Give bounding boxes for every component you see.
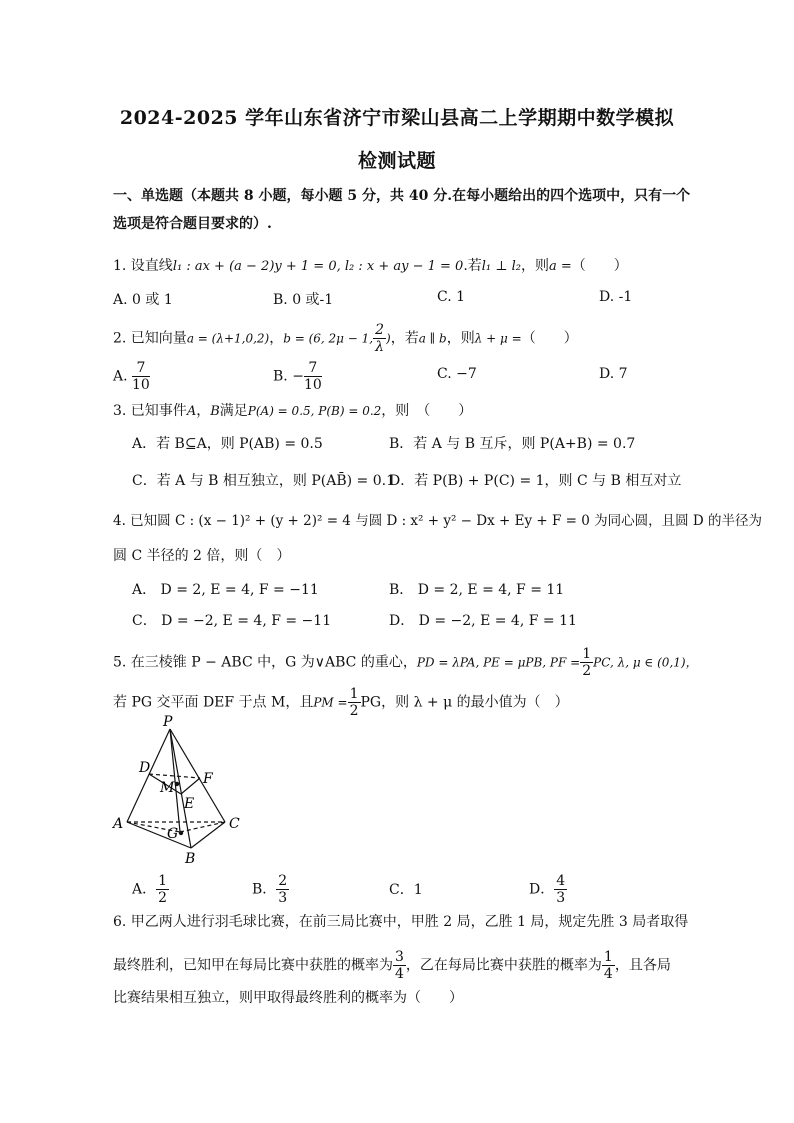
q5-option-b: B． $\frac{2}{3}$ <box>252 873 288 906</box>
q2-vector-b-fraction <box>373 322 386 355</box>
label-D: D <box>139 760 151 776</box>
label-C: C <box>229 816 240 832</box>
point-G <box>179 831 183 835</box>
q2-option-b: B. − $\frac{7}{10}$ <box>273 360 322 393</box>
question-5-line2: 若 PG 交平面 DEF 于点 M，且PM = $\frac{1}{2}$ PG，则 λ + μ 的最小值为（ ） <box>113 686 569 719</box>
label-E: E <box>184 796 195 812</box>
q2-option-a-fraction: $\frac{7}{10}$ <box>132 360 150 393</box>
q2-suffix: ，则 <box>446 330 475 347</box>
question-5-line1: 5. 在三棱锥 P − ABC 中，G 为∨ABC 的重心，PD = λPA, PE = μPB, PF = $\frac{1}{2}$ PC, λ, μ ∈ (0,1)， <box>113 646 698 679</box>
q4-option-b: B． D = 2, E = 4, F = 11 <box>389 582 565 598</box>
q2-option-b-fraction: $\frac{7}{10}$ <box>303 360 322 393</box>
q6-fraction-2: $\frac{1}{4}$ <box>603 949 613 982</box>
q6-fraction-1: $\frac{3}{4}$ <box>395 949 404 982</box>
question-1 <box>113 256 628 277</box>
q1-option-d: D. -1 <box>599 289 633 305</box>
section-header-line2: 选项是符合题目要求的）. <box>113 216 272 232</box>
q2-sep: ， <box>269 330 284 347</box>
q1-lines: l₁ : ax + (a − 2)y + 1 = 0, l₂ : x + ay − 1 = 0 <box>172 259 464 274</box>
q1-option-b: B. 0 或-1 <box>273 292 334 308</box>
q5-option-a: A． $\frac{1}{2}$ <box>132 873 168 906</box>
label-M: M <box>160 780 175 796</box>
label-F: F <box>203 771 213 787</box>
q2-vector-a: a = (λ+1,0,2) <box>186 331 270 346</box>
q4-option-d: D． D = −2, E = 4, F = 11 <box>389 613 577 629</box>
q1-option-a: A. 0 或 1 <box>113 292 173 308</box>
question-4-line1: 4. 已知圆 C : (x − 1)² + (y + 2)² = 4 与圆 D : x² + y² − Dx + Ey + F = 0 为同心圆，且圆 D 的半径为 <box>113 513 763 529</box>
q1-paren: （ ） <box>571 258 628 274</box>
label-B: B <box>185 851 196 867</box>
q1-prefix: 1. 设直线 <box>113 258 173 274</box>
q1-suffix: ，则 <box>521 258 549 274</box>
q5-option-d: D． $\frac{4}{3}$ <box>529 873 566 906</box>
q5-option-c: C．1 <box>389 882 423 898</box>
question-3: 3. 已知事件A，B满足P(A) = 0.5, P(B) = 0.2，则 （ ） <box>113 403 473 419</box>
question-6-line1: 6. 甲乙两人进行羽毛球比赛，在前三局比赛中，甲胜 2 局，乙胜 1 局，规定先胜 3 局者取得 <box>113 914 689 930</box>
q2-option-a: A. $\frac{7}{10}$ <box>113 360 150 393</box>
q5-vectors: PD = λPA, PE = μPB, PF = <box>416 655 581 670</box>
q3-option-b: B．若 A 与 B 互斥，则 P(A+B) = 0.7 <box>389 436 636 452</box>
exam-title-line2: 检测试题 <box>357 150 436 172</box>
question-2 <box>113 322 578 355</box>
q3-option-d: D．若 P(B) + P(C) = 1，则 C 与 B 相互对立 <box>389 473 682 489</box>
q2-condition: a ∥ b <box>418 331 447 346</box>
q2-vector-b: b = (6, 2μ − 1, <box>283 331 374 346</box>
q3-probabilities: P(A) = 0.5, P(B) = 0.2 <box>247 404 382 418</box>
question-4-line2: 圆 C 半径的 2 倍，则（ ） <box>113 548 291 564</box>
q2-mid: ，若 <box>390 330 419 347</box>
q1-mid: .若 <box>463 258 482 274</box>
question-6-line3: 比赛结果相互独立，则甲取得最终胜利的概率为（ ） <box>113 990 463 1006</box>
q2-vector-b-close: ) <box>386 331 391 346</box>
segment-EF <box>181 778 200 794</box>
question-6-line2: 最终胜利，已知甲在每局比赛中获胜的概率为 $\frac{3}{4}$ ，乙在每局比赛中获胜的概率为 $\frac{1}{4}$ ，且各局 <box>113 949 671 982</box>
q1-var: a = <box>549 259 572 274</box>
point-M <box>175 782 179 786</box>
q2-prefix: 2. 已知向量 <box>113 330 187 347</box>
q2-option-c: C. −7 <box>437 366 477 382</box>
q1-condition: l₁ ⊥ l₂ <box>481 259 521 274</box>
q1-option-c: C. 1 <box>437 289 466 305</box>
exam-title-line1: 2024-2025 学年山东省济宁市梁山县高二上学期期中数学模拟 <box>119 107 675 129</box>
q4-option-a: A． D = 2, E = 4, F = −11 <box>132 582 319 598</box>
section-header-line1: 一、单选题（本题共 8 小题，每小题 5 分，共 40 分.在每小题给出的四个选项中，只有一个 <box>113 188 691 204</box>
q2-paren: （ ） <box>521 330 578 347</box>
q3-option-a: A．若 B⊆A，则 P(AB) = 0.5 <box>132 436 323 452</box>
q2-frac-den: λ <box>375 339 384 355</box>
label-P: P <box>163 714 173 730</box>
label-G: G <box>167 826 179 842</box>
q2-frac-num: 2 <box>375 322 385 338</box>
q2-option-d: D. 7 <box>599 366 628 382</box>
label-A: A <box>113 816 124 832</box>
q3-option-c: C．若 A 与 B 相互独立，则 P(AB̄) = 0.1 <box>132 473 395 489</box>
q2-expr: λ + μ = <box>474 331 522 346</box>
q4-option-c: C． D = −2, E = 4, F = −11 <box>132 613 332 629</box>
tetrahedron-figure <box>105 712 255 867</box>
